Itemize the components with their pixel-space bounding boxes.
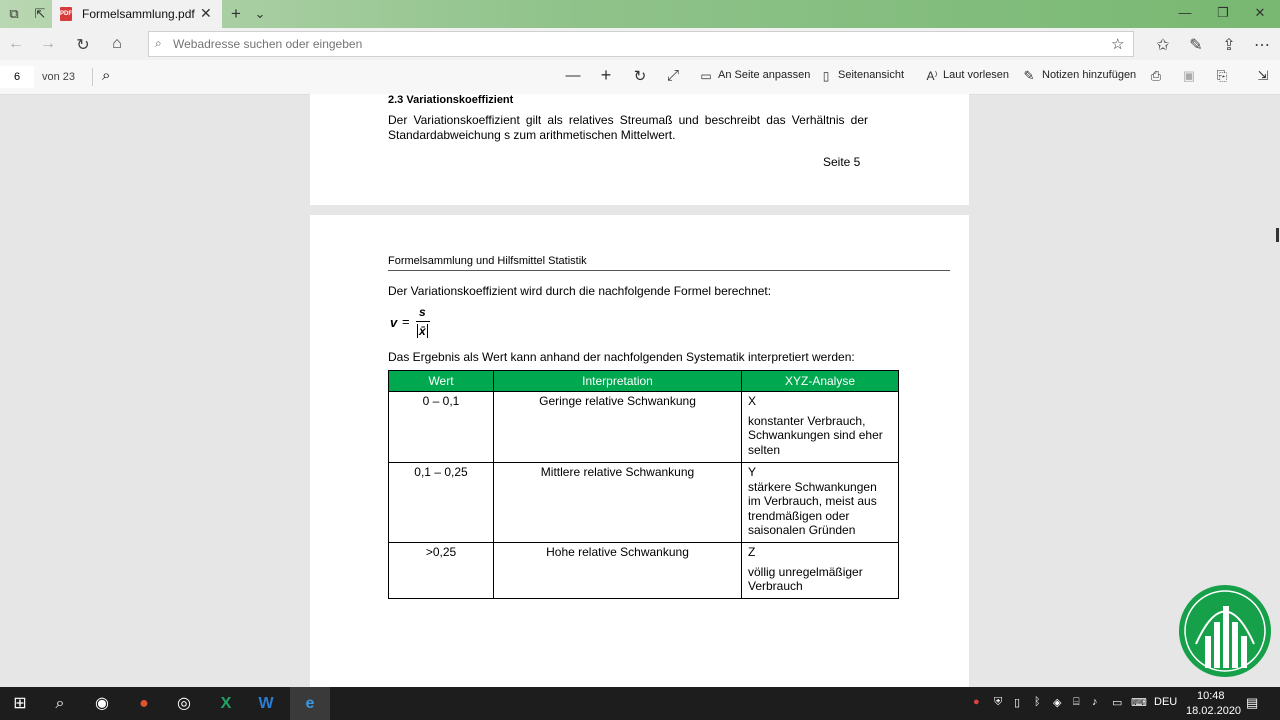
fit-page-icon: ▭ bbox=[700, 69, 712, 83]
pdf-toolbar bbox=[0, 60, 1280, 95]
tray-app-icon[interactable]: ◈ bbox=[1053, 697, 1062, 709]
xyz-letter: Z bbox=[748, 545, 756, 559]
interpretation-table bbox=[388, 370, 899, 599]
cell-interpretation: Hohe relative Schwankung bbox=[494, 543, 742, 599]
favorites-icon[interactable]: ✩ bbox=[1156, 37, 1170, 54]
page-number-input[interactable]: 6 bbox=[0, 66, 34, 88]
table-row bbox=[389, 392, 899, 463]
rotate-icon[interactable]: ↻ bbox=[633, 68, 647, 85]
more-icon[interactable]: ⋯ bbox=[1254, 37, 1270, 54]
save-icon[interactable]: ▣ bbox=[1182, 68, 1196, 83]
bluetooth-icon[interactable]: ᛒ bbox=[1034, 696, 1041, 708]
pdf-file-icon: PDF bbox=[60, 7, 72, 21]
fullscreen-icon[interactable]: ⤢ bbox=[666, 67, 679, 84]
tray-shield-icon[interactable]: ⛨ bbox=[994, 696, 1003, 708]
tab-formelsammlung[interactable] bbox=[52, 0, 222, 28]
section-heading: 2.3 Variationskoeffizient bbox=[388, 94, 514, 106]
print-icon[interactable]: ⎙ bbox=[1150, 68, 1162, 83]
page-total: von 23 bbox=[42, 71, 76, 83]
tray-record-icon[interactable]: ● bbox=[973, 696, 980, 708]
browser-tab-bar bbox=[0, 0, 1280, 28]
new-tab-icon[interactable]: + bbox=[231, 4, 241, 23]
formula-intro: Der Variationskoeffizient wird durch die nachfolgende Formel berechnet: bbox=[388, 284, 772, 298]
channel-logo bbox=[1178, 584, 1272, 678]
tab-actions-icon[interactable]: ⧉ bbox=[9, 6, 19, 21]
excel-icon[interactable]: X bbox=[220, 695, 232, 712]
network-icon[interactable]: ⌸ bbox=[1073, 696, 1080, 708]
scrollbar-thumb[interactable] bbox=[1276, 228, 1279, 242]
formula-equals: = bbox=[402, 314, 410, 329]
tray-usb-icon[interactable]: ▯ bbox=[1014, 697, 1021, 709]
clock-time[interactable]: 10:48 bbox=[1197, 690, 1225, 702]
close-tab-icon[interactable]: ✕ bbox=[200, 5, 212, 21]
cell-xyz bbox=[742, 543, 899, 599]
language-indicator[interactable]: DEU bbox=[1154, 696, 1178, 708]
zoom-out-icon[interactable]: — bbox=[565, 67, 581, 84]
formula-denominator: x̄ bbox=[419, 324, 426, 338]
column-header: Interpretation bbox=[494, 371, 742, 392]
pen-icon[interactable]: ✎ bbox=[1189, 37, 1203, 54]
running-header: Formelsammlung und Hilfsmittel Statistik bbox=[388, 255, 587, 267]
volume-icon[interactable]: ♪ bbox=[1092, 696, 1098, 708]
keyboard-icon[interactable]: ⌨ bbox=[1131, 697, 1147, 709]
xyz-letter: Y bbox=[748, 465, 757, 479]
divider bbox=[92, 68, 93, 86]
address-input[interactable] bbox=[173, 37, 1073, 51]
back-icon[interactable]: ← bbox=[8, 35, 24, 52]
formula-numerator: s bbox=[419, 305, 426, 319]
add-notes-button[interactable]: Notizen hinzufügen bbox=[1042, 69, 1137, 81]
xyz-description: völlig unregelmäßiger Verbrauch bbox=[748, 564, 863, 593]
zoom-in-icon[interactable]: + bbox=[600, 65, 612, 85]
page-view-button[interactable]: Seitenansicht bbox=[838, 69, 905, 81]
header-rule bbox=[388, 270, 950, 271]
obs-icon[interactable]: ◎ bbox=[177, 695, 191, 712]
notes-pen-icon: ✎ bbox=[1023, 68, 1035, 83]
cell-wert: 0 – 0,1 bbox=[389, 392, 494, 463]
tab-list-chevron-icon[interactable]: ⌄ bbox=[254, 6, 266, 21]
cell-xyz bbox=[742, 463, 899, 543]
cell-interpretation: Mittlere relative Schwankung bbox=[494, 463, 742, 543]
result-text: Das Ergebnis als Wert kann anhand der nachfolgenden Systematik interpretiert werden: bbox=[388, 350, 855, 364]
cell-wert: 0,1 – 0,25 bbox=[389, 463, 494, 543]
formula bbox=[388, 305, 448, 341]
save-as-icon[interactable]: ⎘ bbox=[1216, 68, 1228, 83]
windows-taskbar bbox=[0, 687, 1280, 720]
fraction-bar bbox=[416, 321, 430, 322]
app-icon[interactable]: ◉ bbox=[95, 695, 109, 712]
xyz-description: konstanter Verbrauch, Schwankungen sind eher selten bbox=[748, 413, 883, 457]
close-window-icon[interactable]: ✕ bbox=[1254, 5, 1266, 20]
section-text: Der Variationskoeffizient gilt als relatives Streumaß und beschreibt das Verhältnis der Standardabweichung s zum arithmetischen Mittelwert. bbox=[388, 113, 868, 142]
table-header-row bbox=[389, 371, 899, 392]
table-row bbox=[389, 543, 899, 599]
word-icon[interactable]: W bbox=[258, 695, 274, 712]
firefox-icon[interactable]: ● bbox=[139, 695, 149, 712]
read-aloud-button[interactable]: Laut vorlesen bbox=[943, 69, 1010, 81]
minimize-icon[interactable]: — bbox=[1178, 5, 1192, 20]
cell-interpretation: Geringe relative Schwankung bbox=[494, 392, 742, 463]
share-icon[interactable]: ⇪ bbox=[1222, 37, 1236, 54]
windows-start-icon[interactable]: ⊞ bbox=[13, 695, 27, 712]
notification-icon[interactable]: ▤ bbox=[1246, 695, 1259, 710]
pdf-page-6 bbox=[310, 215, 969, 687]
cell-xyz bbox=[742, 392, 899, 463]
forward-icon[interactable]: → bbox=[40, 35, 56, 52]
clock-date[interactable]: 18.02.2020 bbox=[1186, 705, 1242, 717]
home-icon[interactable]: ⌂ bbox=[112, 35, 122, 52]
read-aloud-icon: A⁾ bbox=[926, 69, 938, 83]
page-view-icon: ▯ bbox=[822, 69, 830, 83]
cell-wert: >0,25 bbox=[389, 543, 494, 599]
formula-lhs: v bbox=[390, 315, 398, 330]
tray-display-icon[interactable]: ▭ bbox=[1112, 697, 1123, 709]
xyz-letter: X bbox=[748, 394, 757, 408]
search-icon: ⌕ bbox=[155, 36, 162, 50]
set-aside-tabs-icon[interactable]: ⇱ bbox=[34, 6, 46, 21]
address-field[interactable] bbox=[148, 31, 1134, 57]
search-icon[interactable]: ⌕ bbox=[55, 695, 65, 712]
table-row bbox=[389, 463, 899, 543]
tab-title: Formelsammlung.pdf bbox=[82, 7, 195, 21]
edge-icon[interactable]: e bbox=[290, 687, 330, 720]
column-header: Wert bbox=[389, 371, 494, 392]
fit-page-button[interactable]: An Seite anpassen bbox=[718, 69, 811, 81]
search-icon[interactable]: ⌕ bbox=[102, 67, 111, 84]
column-header: XYZ-Analyse bbox=[742, 371, 899, 392]
pdf-page-5 bbox=[310, 94, 969, 205]
address-bar-row bbox=[0, 28, 1280, 60]
page-footer: Seite 5 bbox=[823, 155, 861, 169]
pin-toolbar-icon[interactable]: ⇲ bbox=[1257, 68, 1269, 83]
refresh-icon[interactable]: ↻ bbox=[76, 37, 90, 54]
maximize-icon[interactable]: ❐ bbox=[1217, 5, 1229, 20]
xyz-description: stärkere Schwankungen im Verbrauch, meist aus trendmäßigen oder saisonalen Gründen bbox=[748, 479, 877, 537]
favorite-star-icon[interactable]: ☆ bbox=[1111, 36, 1125, 53]
